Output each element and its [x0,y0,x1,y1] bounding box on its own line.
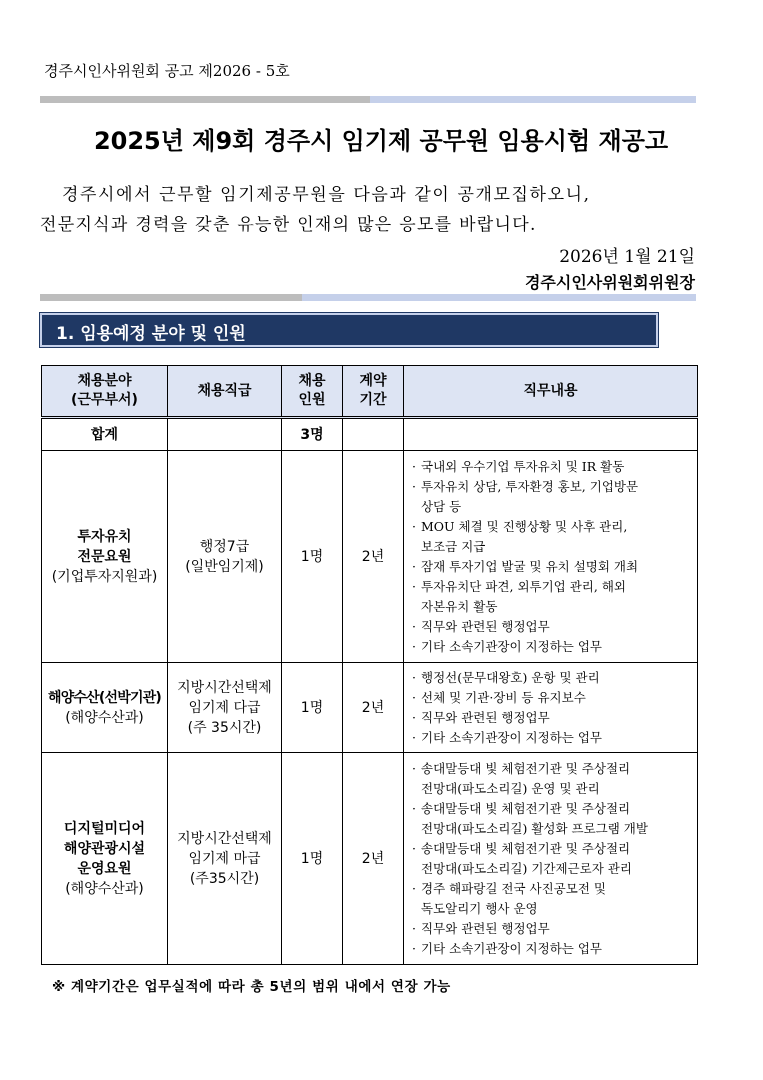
duties-list [411,457,695,657]
header-count [282,366,343,418]
duty-item: · 직무와 관련된 행정업무 [411,617,695,637]
count-cell: 1명 [282,451,343,663]
total-row [42,418,698,451]
duty-item-continuation: 자본유치 활동 [421,598,498,614]
duty-item-continuation: 전망대(파도소리길) 활성화 프로그램 개발 [421,820,648,836]
divider-gray-segment [40,96,370,103]
duty-item: · 행정선(문무대왕호) 운항 및 관리 [411,668,695,688]
duty-item: · 직무와 관련된 행정업무 [411,919,695,939]
grade-cell [168,663,282,753]
duty-item: · 경주 해파랑길 전국 사진공모전 및 [411,879,695,899]
field-cell [42,663,168,753]
duty-item: · 직무와 관련된 행정업무 [411,708,695,728]
intro-line-1: 경주시에서 근무할 임기제공무원을 다음과 같이 공개모집하오니, [62,185,591,205]
duty-item-continuation: 보조금 지급 [421,538,486,554]
duty-item: · MOU 체결 및 진행상황 및 사후 관리, [411,517,695,537]
grade-cell [168,753,282,965]
section-heading [40,313,658,347]
field-name: 투자유치 [77,528,132,545]
header-duties: 직무내용 [404,366,698,418]
field-name: 해양수산(선박기관) [48,689,161,706]
duty-item: · 송대말등대 빛 체험전기관 및 주상절리 [411,839,695,859]
field-name: 해양관광시설 [63,840,146,857]
header-field-line1: 채용분야 [77,373,132,389]
header-field-line2: (근무부서) [71,392,138,408]
duty-item-continuation: 상담 등 [421,498,462,514]
total-term-empty [343,418,404,451]
department: (기업투자지원과) [51,568,158,585]
intro-line-2: 전문지식과 경력을 갖춘 유능한 인재의 많은 응모를 바랍니다. [40,215,537,235]
duties-cell [404,753,698,965]
field-cell [42,451,168,663]
term-cell: 2년 [343,451,404,663]
header-term-line2: 기간 [359,392,387,408]
table-row [42,753,698,965]
signer-title: 경주시인사위원회위원장 [524,273,695,292]
announcement-date: 2026년 1월 21일 [559,247,695,267]
bottom-divider [40,294,696,301]
duty-item: · 국내외 우수기업 투자유치 및 IR 활동 [411,457,695,477]
footnote: ※ 계약기간은 업무실적에 따라 총 5년의 범위 내에서 연장 가능 [52,979,451,995]
grade-cell [168,451,282,663]
header-count-line1: 채용 [298,373,326,389]
duty-item: · 투자유치단 파견, 외투기업 관리, 해외 [411,577,695,597]
header-term-line1: 계약 [359,373,387,389]
duties-list [411,759,695,959]
grade-line: 지방시간선택제 [177,830,272,847]
count-cell: 1명 [282,663,343,753]
field-name: 디지털미디어 [63,820,146,837]
grade-line: 지방시간선택제 [177,679,272,696]
duties-cell [404,663,698,753]
intro-paragraph [40,180,696,240]
field-name: 전문요원 [77,548,132,565]
header-count-line2: 인원 [298,392,326,408]
grade-line: 임기제 마급 [188,850,261,867]
total-duties-empty [404,418,698,451]
duty-item: · 기타 소속기관장이 지정하는 업무 [411,728,695,748]
grade-line: (일반임기제) [185,558,264,575]
field-cell [42,753,168,965]
divider-blue-segment [302,294,696,301]
grade-line: (주35시간) [189,870,260,887]
duty-item: · 잠재 투자기업 발굴 및 유치 설명회 개최 [411,557,695,577]
field-name: 운영요원 [77,860,132,877]
term-cell: 2년 [343,663,404,753]
table-row [42,663,698,753]
notice-number: 경주시인사위원회 공고 제2026 - 5호 [44,62,290,80]
duty-item: · 투자유치 상담, 투자환경 홍보, 기업방문 [411,477,695,497]
duty-item: · 선체 및 기관·장비 등 유지보수 [411,688,695,708]
total-grade-empty [168,418,282,451]
department: (해양수산과) [65,709,144,726]
table-header-row [42,366,698,418]
duty-item-continuation: 독도알리기 행사 운영 [421,900,538,916]
department: (해양수산과) [65,880,144,897]
grade-line: (주 35시간) [187,719,262,736]
grade-line: 행정7급 [199,538,250,555]
duties-cell [404,451,698,663]
page-title: 2025년 제9회 경주시 임기제 공무원 임용시험 재공고 [93,127,669,155]
recruitment-table [41,365,698,965]
top-divider [40,96,696,103]
duties-list [411,668,695,748]
header-field [42,366,168,418]
header-grade: 채용직급 [168,366,282,418]
duty-item-continuation: 전망대(파도소리길) 운영 및 관리 [421,780,600,796]
duty-item: · 송대말등대 빛 체험전기관 및 주상절리 [411,759,695,779]
divider-gray-segment [40,294,302,301]
duty-item: · 기타 소속기관장이 지정하는 업무 [411,939,695,959]
section-title: 1. 임용예정 분야 및 인원 [56,324,246,344]
divider-blue-segment [370,96,696,103]
grade-line: 임기제 다급 [188,699,261,716]
term-cell: 2년 [343,753,404,965]
total-label: 합계 [42,418,168,451]
total-count: 3명 [282,418,343,451]
header-term [343,366,404,418]
duty-item: · 송대말등대 빛 체험전기관 및 주상절리 [411,799,695,819]
count-cell: 1명 [282,753,343,965]
table-row [42,451,698,663]
duty-item: · 기타 소속기관장이 지정하는 업무 [411,637,695,657]
duty-item-continuation: 전망대(파도소리길) 기간제근로자 관리 [421,860,632,876]
